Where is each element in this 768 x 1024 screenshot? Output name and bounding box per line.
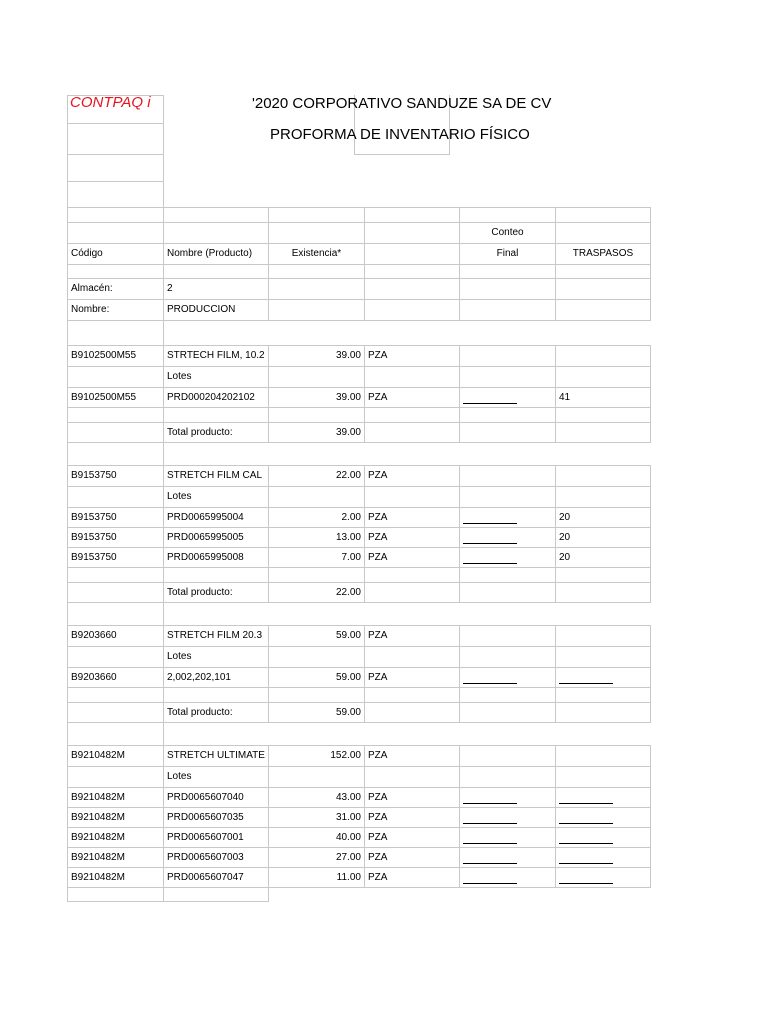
spacer-row — [68, 321, 651, 346]
lot-qty: 31.00 — [268, 808, 364, 828]
empty-cell — [68, 583, 164, 603]
spacer-row — [68, 688, 651, 703]
lot-code: B9210482M — [68, 808, 164, 828]
company-title: '2020 CORPORATIVO SANDUZE SA DE CV — [252, 95, 552, 112]
lot-qty: 40.00 — [268, 828, 364, 848]
almacen-row — [68, 279, 651, 300]
nombre-value: PRODUCCION — [164, 300, 269, 321]
lot-qty: 11.00 — [268, 868, 364, 888]
empty-cell — [164, 408, 269, 423]
empty-cell — [268, 408, 364, 423]
lot-number: PRD0065607047 — [164, 868, 269, 888]
empty-cell — [555, 703, 650, 723]
empty-cell — [68, 321, 164, 346]
lot-row — [68, 868, 651, 888]
lot-row — [68, 668, 651, 688]
empty-cell — [164, 888, 269, 902]
empty-cell — [555, 423, 650, 443]
lot-code: B9102500M55 — [68, 388, 164, 408]
traspasos-entry[interactable] — [555, 848, 650, 868]
empty-cell — [68, 265, 164, 279]
product-row — [68, 626, 651, 647]
almacen-name-row — [68, 300, 651, 321]
conteo-entry[interactable] — [459, 388, 555, 408]
lot-row — [68, 548, 651, 568]
product-name: STRETCH FILM 20.3 — [164, 626, 269, 647]
lotes-row — [68, 487, 651, 508]
empty-cell — [555, 647, 650, 668]
product-name: STRETCH FILM CAL — [164, 466, 269, 487]
lot-number: PRD0065607003 — [164, 848, 269, 868]
empty-cell — [459, 703, 555, 723]
empty-cell — [164, 265, 269, 279]
empty-cell — [68, 767, 164, 788]
header-blank-cell — [67, 154, 164, 181]
inventory-table — [67, 207, 651, 902]
empty-cell — [364, 583, 459, 603]
lot-qty: 39.00 — [268, 388, 364, 408]
blank-entry-line[interactable] — [463, 394, 517, 404]
empty-cell — [68, 408, 164, 423]
empty-cell — [555, 568, 650, 583]
conteo-entry[interactable] — [459, 528, 555, 548]
noborder — [268, 723, 364, 746]
traspasos-value: 20 — [555, 528, 650, 548]
empty-cell — [459, 208, 555, 223]
empty-cell — [268, 367, 364, 388]
lotes-label: Lotes — [164, 367, 269, 388]
product-unit: PZA — [364, 746, 459, 767]
lot-qty: 59.00 — [268, 668, 364, 688]
total-value: 59.00 — [268, 703, 364, 723]
lotes-row — [68, 647, 651, 668]
lot-number: PRD000204202102 — [164, 388, 269, 408]
spacer-row — [68, 888, 651, 902]
lot-code: B9210482M — [68, 828, 164, 848]
lotes-label: Lotes — [164, 647, 269, 668]
total-value: 39.00 — [268, 423, 364, 443]
empty-cell — [555, 367, 650, 388]
blank-entry-line[interactable] — [559, 854, 613, 864]
lot-code: B9203660 — [68, 668, 164, 688]
empty-cell — [268, 688, 364, 703]
lot-qty: 2.00 — [268, 508, 364, 528]
empty-cell — [555, 626, 650, 647]
spacer-row — [68, 208, 651, 223]
almacen-value: 2 — [164, 279, 269, 300]
empty-cell — [364, 244, 459, 265]
empty-cell — [364, 208, 459, 223]
conteo-entry[interactable] — [459, 508, 555, 528]
empty-cell — [364, 647, 459, 668]
empty-cell — [364, 279, 459, 300]
empty-cell — [268, 767, 364, 788]
blank-entry-line[interactable] — [559, 794, 613, 804]
lotes-row — [68, 767, 651, 788]
empty-cell — [68, 568, 164, 583]
noborder — [459, 321, 555, 346]
noborder — [268, 603, 364, 626]
blank-entry-line[interactable] — [463, 794, 517, 804]
almacen-label: Almacén: — [68, 279, 164, 300]
empty-cell — [555, 265, 650, 279]
noborder — [555, 888, 650, 902]
empty-cell — [459, 265, 555, 279]
report-title: PROFORMA DE INVENTARIO FÍSICO — [270, 126, 530, 143]
empty-cell — [68, 223, 164, 244]
empty-cell — [555, 346, 650, 367]
lot-code: B9210482M — [68, 848, 164, 868]
conteo-entry[interactable] — [459, 548, 555, 568]
empty-cell — [555, 300, 650, 321]
empty-cell — [364, 367, 459, 388]
spacer-row — [68, 568, 651, 583]
lot-unit: PZA — [364, 528, 459, 548]
empty-cell — [459, 583, 555, 603]
total-label: Total producto: — [164, 583, 269, 603]
empty-cell — [459, 466, 555, 487]
empty-cell — [459, 279, 555, 300]
blank-entry-line[interactable] — [463, 874, 517, 884]
lot-qty: 27.00 — [268, 848, 364, 868]
empty-cell — [68, 703, 164, 723]
empty-cell — [459, 647, 555, 668]
lot-number: PRD0065995004 — [164, 508, 269, 528]
empty-cell — [555, 223, 650, 244]
lot-unit: PZA — [364, 848, 459, 868]
product-code: B9102500M55 — [68, 346, 164, 367]
empty-cell — [364, 487, 459, 508]
product-qty: 152.00 — [268, 746, 364, 767]
empty-cell — [68, 423, 164, 443]
noborder — [164, 723, 269, 746]
product-unit: PZA — [364, 626, 459, 647]
lotes-label: Lotes — [164, 487, 269, 508]
empty-cell — [364, 423, 459, 443]
col-existencia: Existencia* — [268, 244, 364, 265]
empty-cell — [555, 688, 650, 703]
product-qty: 39.00 — [268, 346, 364, 367]
col-nombre: Nombre (Producto) — [164, 244, 269, 265]
blank-entry-line[interactable] — [463, 514, 517, 524]
empty-cell — [68, 723, 164, 746]
lot-unit: PZA — [364, 808, 459, 828]
empty-cell — [164, 568, 269, 583]
blank-entry-line[interactable] — [463, 534, 517, 544]
nombre-label: Nombre: — [68, 300, 164, 321]
empty-cell — [364, 300, 459, 321]
noborder — [364, 321, 459, 346]
lot-qty: 13.00 — [268, 528, 364, 548]
lot-unit: PZA — [364, 668, 459, 688]
noborder — [459, 888, 555, 902]
traspasos-entry[interactable] — [555, 668, 650, 688]
lot-code: B9210482M — [68, 868, 164, 888]
spacer-row — [68, 443, 651, 466]
brand-logo: CONTPAQ i — [70, 94, 151, 111]
header-blank-cell — [67, 181, 164, 207]
conteo-entry[interactable] — [459, 808, 555, 828]
noborder — [164, 321, 269, 346]
lot-row — [68, 528, 651, 548]
blank-entry-line[interactable] — [463, 674, 517, 684]
empty-cell — [555, 487, 650, 508]
blank-entry-line[interactable] — [463, 854, 517, 864]
empty-cell — [364, 688, 459, 703]
empty-cell — [459, 746, 555, 767]
empty-cell — [555, 767, 650, 788]
empty-cell — [68, 888, 164, 902]
empty-cell — [268, 568, 364, 583]
lot-code: B9153750 — [68, 508, 164, 528]
noborder — [364, 603, 459, 626]
empty-cell — [364, 703, 459, 723]
empty-cell — [268, 265, 364, 279]
empty-cell — [364, 568, 459, 583]
lot-number: PRD0065607035 — [164, 808, 269, 828]
noborder — [555, 603, 650, 626]
empty-cell — [459, 300, 555, 321]
empty-cell — [164, 223, 269, 244]
noborder — [268, 443, 364, 466]
noborder — [364, 888, 459, 902]
empty-cell — [459, 688, 555, 703]
lot-code: B9153750 — [68, 528, 164, 548]
conteo-entry[interactable] — [459, 788, 555, 808]
noborder — [164, 443, 269, 466]
empty-cell — [68, 603, 164, 626]
lot-number: PRD0065607001 — [164, 828, 269, 848]
conteo-header: Conteo — [459, 223, 555, 244]
empty-cell — [364, 265, 459, 279]
empty-cell — [555, 208, 650, 223]
empty-cell — [268, 300, 364, 321]
lot-number: 2,002,202,101 — [164, 668, 269, 688]
col-traspasos: TRASPASOS — [555, 244, 650, 265]
product-name: STRETCH ULTIMATE — [164, 746, 269, 767]
col-codigo: Código — [68, 244, 164, 265]
product-row — [68, 746, 651, 767]
empty-cell — [268, 487, 364, 508]
product-code: B9210482M — [68, 746, 164, 767]
empty-cell — [268, 223, 364, 244]
traspasos-value: 20 — [555, 548, 650, 568]
total-label: Total producto: — [164, 703, 269, 723]
empty-cell — [459, 767, 555, 788]
lot-row — [68, 388, 651, 408]
empty-cell — [555, 408, 650, 423]
empty-cell — [68, 688, 164, 703]
total-row — [68, 703, 651, 723]
conteo-entry[interactable] — [459, 868, 555, 888]
blank-entry-line[interactable] — [559, 834, 613, 844]
lotes-row — [68, 367, 651, 388]
lot-unit: PZA — [364, 548, 459, 568]
empty-cell — [68, 487, 164, 508]
product-name: STRTECH FILM, 10.2 — [164, 346, 269, 367]
noborder — [555, 321, 650, 346]
empty-cell — [459, 423, 555, 443]
col-final: Final — [459, 244, 555, 265]
blank-entry-line[interactable] — [463, 814, 517, 824]
lot-unit: PZA — [364, 828, 459, 848]
empty-cell — [459, 568, 555, 583]
lot-row — [68, 788, 651, 808]
total-value: 22.00 — [268, 583, 364, 603]
empty-cell — [68, 647, 164, 668]
spacer-row — [68, 408, 651, 423]
noborder — [459, 723, 555, 746]
blank-entry-line[interactable] — [559, 814, 613, 824]
noborder — [364, 443, 459, 466]
lot-qty: 7.00 — [268, 548, 364, 568]
header-row — [68, 244, 651, 265]
lot-number: PRD0065995005 — [164, 528, 269, 548]
lot-unit: PZA — [364, 868, 459, 888]
empty-cell — [459, 346, 555, 367]
lot-row — [68, 828, 651, 848]
empty-cell — [459, 626, 555, 647]
conteo-entry[interactable] — [459, 668, 555, 688]
traspasos-entry[interactable] — [555, 828, 650, 848]
lot-row — [68, 808, 651, 828]
empty-cell — [68, 208, 164, 223]
product-code: B9203660 — [68, 626, 164, 647]
empty-cell — [555, 746, 650, 767]
empty-cell — [364, 223, 459, 244]
empty-cell — [555, 583, 650, 603]
conteo-entry[interactable] — [459, 828, 555, 848]
empty-cell — [268, 208, 364, 223]
product-code: B9153750 — [68, 466, 164, 487]
empty-cell — [68, 367, 164, 388]
lot-row — [68, 508, 651, 528]
noborder — [164, 603, 269, 626]
empty-cell — [164, 208, 269, 223]
empty-cell — [364, 767, 459, 788]
product-qty: 59.00 — [268, 626, 364, 647]
spacer-row — [68, 603, 651, 626]
traspasos-value: 41 — [555, 388, 650, 408]
empty-cell — [268, 647, 364, 668]
product-unit: PZA — [364, 466, 459, 487]
empty-cell — [268, 279, 364, 300]
spacer-row — [68, 265, 651, 279]
header-row — [68, 223, 651, 244]
product-unit: PZA — [364, 346, 459, 367]
lot-number: PRD0065995008 — [164, 548, 269, 568]
noborder — [555, 443, 650, 466]
lot-unit: PZA — [364, 508, 459, 528]
noborder — [268, 888, 364, 902]
empty-cell — [68, 443, 164, 466]
blank-entry-line[interactable] — [559, 874, 613, 884]
lot-qty: 43.00 — [268, 788, 364, 808]
noborder — [555, 723, 650, 746]
traspasos-entry[interactable] — [555, 808, 650, 828]
empty-cell — [459, 367, 555, 388]
blank-entry-line[interactable] — [463, 834, 517, 844]
noborder — [459, 443, 555, 466]
header-blank-cell — [67, 123, 164, 154]
lot-code: B9153750 — [68, 548, 164, 568]
blank-entry-line[interactable] — [559, 674, 613, 684]
empty-cell — [555, 466, 650, 487]
lot-row — [68, 848, 651, 868]
conteo-entry[interactable] — [459, 848, 555, 868]
empty-cell — [364, 408, 459, 423]
empty-cell — [459, 487, 555, 508]
lot-unit: PZA — [364, 388, 459, 408]
total-row — [68, 583, 651, 603]
lot-unit: PZA — [364, 788, 459, 808]
total-row — [68, 423, 651, 443]
noborder — [459, 603, 555, 626]
traspasos-entry[interactable] — [555, 868, 650, 888]
total-label: Total producto: — [164, 423, 269, 443]
noborder — [268, 321, 364, 346]
lot-number: PRD0065607040 — [164, 788, 269, 808]
traspasos-entry[interactable] — [555, 788, 650, 808]
lot-code: B9210482M — [68, 788, 164, 808]
blank-entry-line[interactable] — [463, 554, 517, 564]
product-row — [68, 466, 651, 487]
traspasos-value: 20 — [555, 508, 650, 528]
product-row — [68, 346, 651, 367]
empty-cell — [555, 279, 650, 300]
empty-cell — [164, 688, 269, 703]
spacer-row — [68, 723, 651, 746]
empty-cell — [459, 408, 555, 423]
noborder — [364, 723, 459, 746]
product-qty: 22.00 — [268, 466, 364, 487]
lotes-label: Lotes — [164, 767, 269, 788]
